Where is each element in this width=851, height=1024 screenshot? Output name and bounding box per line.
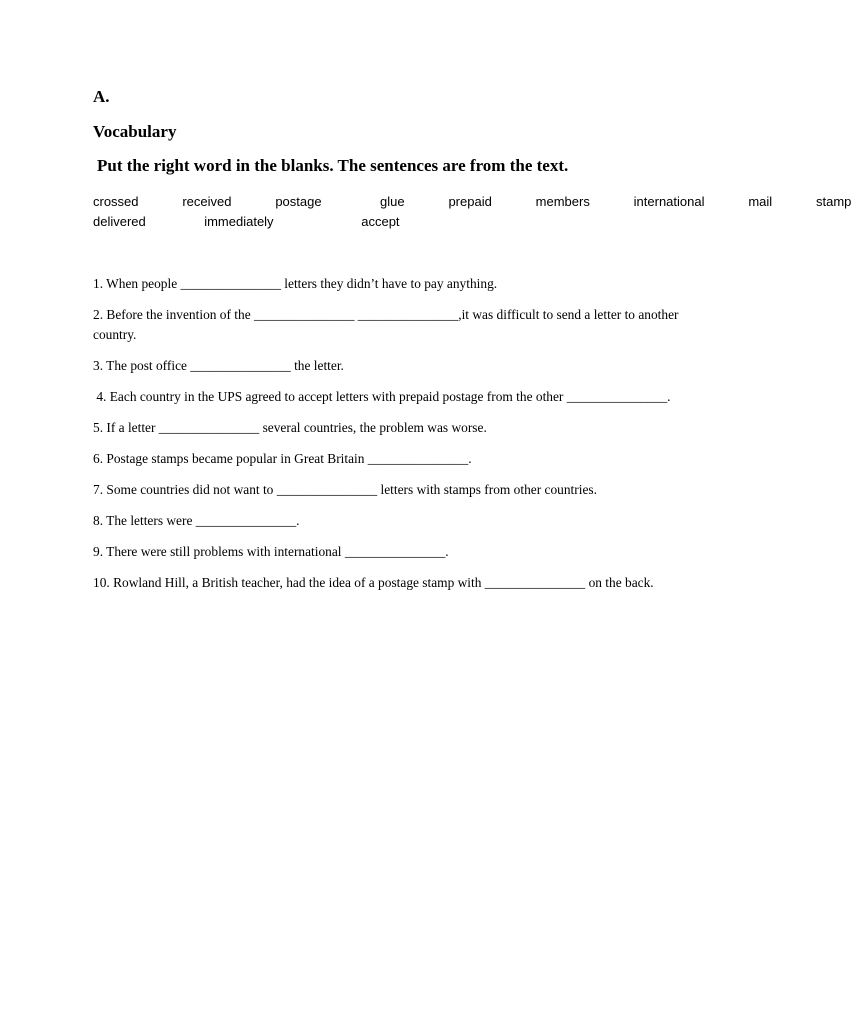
question-6: 6. Postage stamps became popular in Great Britain _______________.: [93, 451, 472, 466]
question-3: 3. The post office _______________ the letter.: [93, 358, 344, 373]
section-title: Vocabulary: [93, 122, 177, 141]
section-letter: A.: [93, 87, 110, 106]
question-4: 4. Each country in the UPS agreed to accept letters with prepaid postage from the other _______________.: [93, 389, 671, 404]
question-10: 10. Rowland Hill, a British teacher, had the idea of a postage stamp with _______________ on the back.: [93, 575, 654, 590]
word-bank-line-2: delivered immediately accept: [93, 214, 400, 229]
instructions: Put the right word in the blanks. The sentences are from the text.: [97, 156, 569, 175]
question-5: 5. If a letter _______________ several countries, the problem was worse.: [93, 420, 487, 435]
questions-list: [93, 274, 683, 604]
question-9: 9. There were still problems with international _______________.: [93, 544, 449, 559]
word-bank: [93, 192, 851, 232]
question-8: 8. The letters were _______________.: [93, 513, 300, 528]
question-1: 1. When people _______________ letters they didn’t have to pay anything.: [93, 276, 498, 291]
question-7: 7. Some countries did not want to _______________ letters with stamps from other countries.: [93, 482, 597, 497]
word-bank-line-1: crossed received postage glue prepaid members international mail stamp: [93, 194, 851, 209]
question-2: 2. Before the invention of the _______________ _______________,it was difficult to send a letter to another country.: [93, 307, 679, 342]
